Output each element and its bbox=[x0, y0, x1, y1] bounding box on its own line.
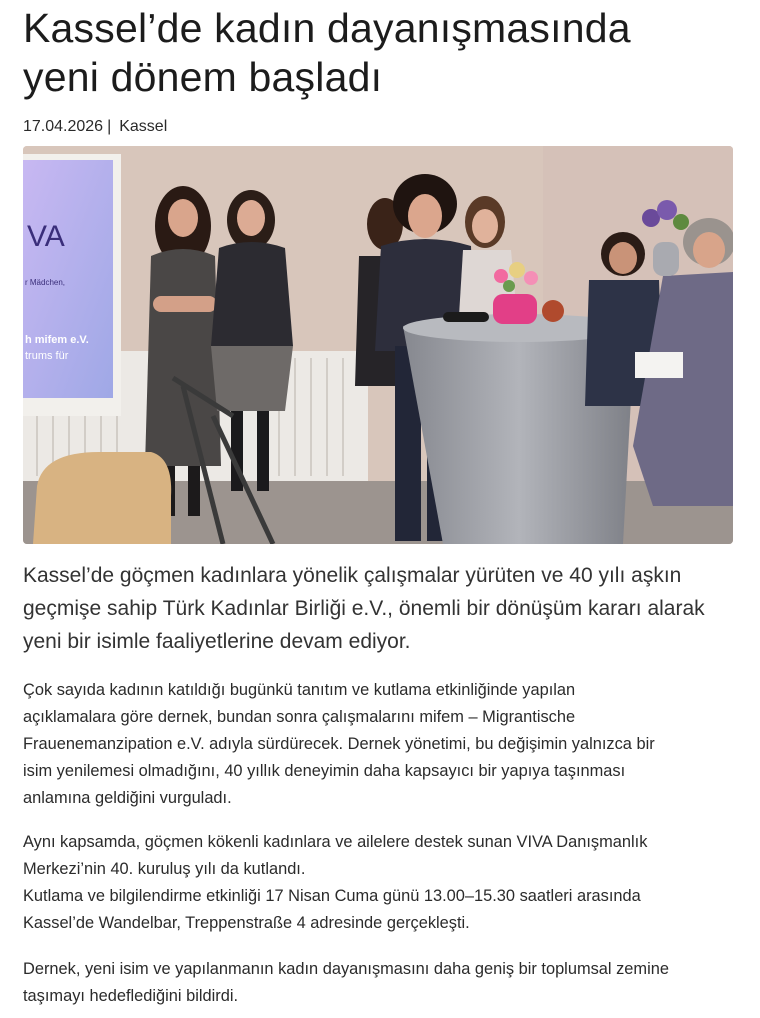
lead-line: yeni bir isimle faaliyetlerine devam ediyor. bbox=[23, 630, 411, 653]
paper-sheet bbox=[635, 352, 683, 378]
paragraph-line: Kassel’de Wandelbar, Treppenstraße 4 adresinde gerçekleşti. bbox=[23, 914, 470, 932]
lead-line: Kassel’de göçmen kadınlara yönelik çalışmalar yürüten ve 40 yılı aşkın bbox=[23, 564, 682, 587]
paragraph-line: taşımayı hedeflediğini bildirdi. bbox=[23, 987, 239, 1005]
paragraph-line: açıklamalara göre dernek, bundan sonra çalışmalarını mifem – Migrantische bbox=[23, 708, 576, 726]
title-line: Kassel’de kadın dayanışmasında bbox=[23, 5, 631, 51]
paragraph-line: Çok sayıda kadının katıldığı bugünkü tanıtım ve kutlama etkinliğinde yapılan bbox=[23, 681, 576, 699]
screen-brand-text: VA bbox=[27, 220, 65, 253]
screen-text: r Mädchen, bbox=[25, 278, 66, 287]
microphone bbox=[443, 312, 489, 322]
paragraph-line: isim yenilemesi olmadığını, 40 yıllık deneyimin daha kapsayıcı bir yapıya taşınması bbox=[23, 762, 626, 780]
article-lead bbox=[23, 559, 735, 658]
paragraph-line: anlamına geldiğini vurguladı. bbox=[23, 789, 232, 807]
paragraph-line: Dernek, yeni isim ve yapılanmanın kadın dayanışmasını daha geniş bir toplumsal zemine bbox=[23, 960, 669, 978]
presentation-screen bbox=[23, 154, 121, 416]
paragraph-line: Merkezi’nin 40. kuruluş yılı da kutlandı. bbox=[23, 860, 306, 878]
location-link[interactable]: Kassel bbox=[119, 118, 168, 135]
body-paragraph bbox=[23, 956, 735, 1010]
paragraph-line: Kutlama ve bilgilendirme etkinliği 17 Nisan Cuma günü 13.00–15.30 saatleri arasında bbox=[23, 887, 641, 905]
body-paragraph bbox=[23, 829, 735, 937]
pomegranate bbox=[542, 300, 564, 322]
article-photo bbox=[23, 146, 733, 544]
chair bbox=[33, 452, 171, 544]
meta-separator: | bbox=[107, 118, 112, 135]
paragraph-line: Aynı kapsamda, göçmen kökenli kadınlara ve ailelere destek sunan VIVA Danışmanlık bbox=[23, 833, 648, 851]
title-line: yeni dönem başladı bbox=[23, 54, 383, 100]
article-meta bbox=[23, 117, 735, 137]
publish-date: 17.04.2026 bbox=[23, 118, 104, 135]
flower-pot bbox=[493, 294, 537, 324]
article-title bbox=[23, 0, 735, 102]
lead-line: geçmişe sahip Türk Kadınlar Birliği e.V., önemli bir dönüşüm kararı alarak bbox=[23, 597, 705, 620]
paragraph-line: Frauenemanzipation e.V. adıyla sürdürecek. Dernek yönetimi, bu değişimin yalnızca bir bbox=[23, 735, 655, 753]
screen-text: trums für bbox=[25, 350, 69, 362]
event-photo-illustration bbox=[23, 146, 733, 544]
news-article bbox=[23, 0, 735, 1005]
body-paragraph bbox=[23, 677, 735, 812]
screen-text: h mifem e.V. bbox=[25, 334, 89, 346]
